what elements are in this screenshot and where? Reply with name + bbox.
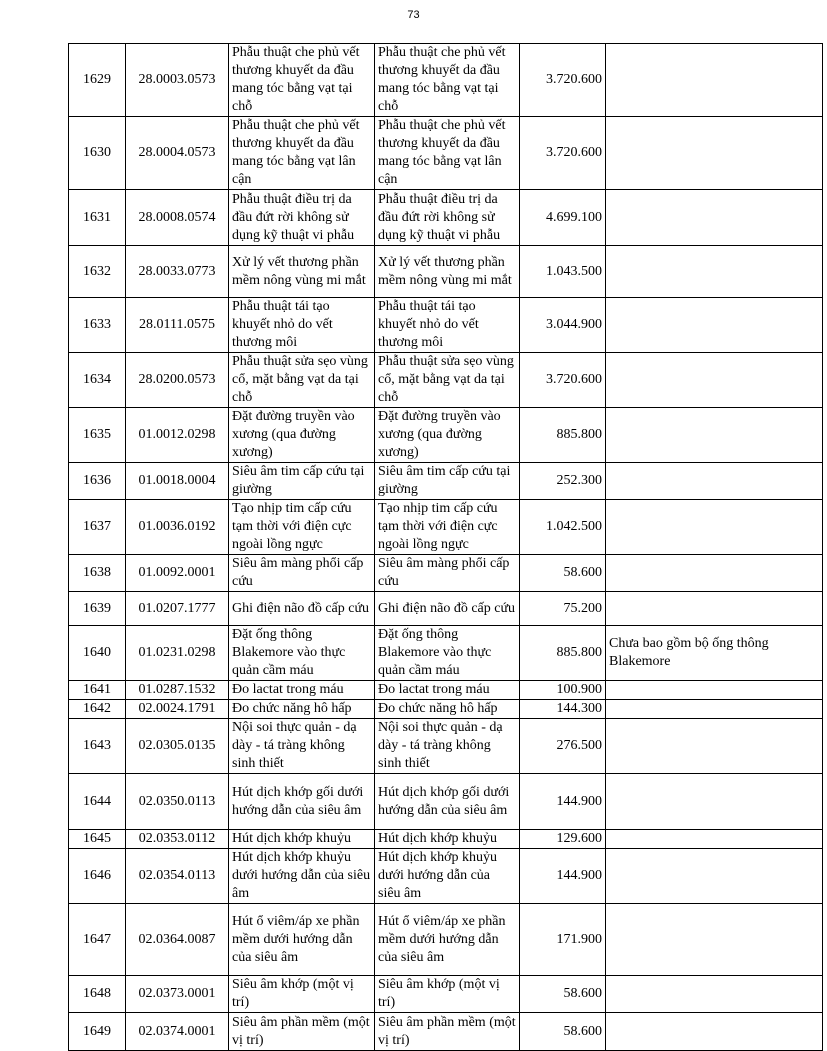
price-cell: 100.900 <box>520 681 606 700</box>
row-number-cell: 1648 <box>69 976 126 1013</box>
service-code-cell: 01.0207.1777 <box>126 592 229 626</box>
table-row <box>69 626 823 681</box>
row-number-cell: 1646 <box>69 849 126 904</box>
service-name-cell: Siêu âm màng phổi cấp cứu <box>229 555 375 592</box>
price-table-body <box>69 44 823 1051</box>
price-cell: 3.044.900 <box>520 298 606 353</box>
note-cell <box>606 976 823 1013</box>
row-number-cell: 1647 <box>69 904 126 976</box>
service-code-cell: 02.0364.0087 <box>126 904 229 976</box>
service-name-approved-cell: Hút dịch khớp gối dưới hướng dẫn của siêu âm <box>375 774 520 830</box>
service-name-approved-cell: Hút dịch khớp khuỷu <box>375 830 520 849</box>
row-number-cell: 1635 <box>69 408 126 463</box>
table-row <box>69 849 823 904</box>
table-row <box>69 117 823 190</box>
price-cell: 252.300 <box>520 463 606 500</box>
note-cell <box>606 353 823 408</box>
service-code-cell: 01.0018.0004 <box>126 463 229 500</box>
row-number-cell: 1638 <box>69 555 126 592</box>
note-cell <box>606 190 823 246</box>
service-name-cell: Hút ổ viêm/áp xe phần mềm dưới hướng dẫn của siêu âm <box>229 904 375 976</box>
service-name-approved-cell: Phẫu thuật che phủ vết thương khuyết da đầu mang tóc bằng vạt lân cận <box>375 117 520 190</box>
note-cell <box>606 298 823 353</box>
row-number-cell: 1630 <box>69 117 126 190</box>
row-number-cell: 1639 <box>69 592 126 626</box>
service-name-approved-cell: Nội soi thực quản - dạ dày - tá tràng không sinh thiết <box>375 719 520 774</box>
service-code-cell: 01.0012.0298 <box>126 408 229 463</box>
table-row <box>69 904 823 976</box>
service-name-cell: Đặt ống thông Blakemore vào thực quản cầm máu <box>229 626 375 681</box>
row-number-cell: 1645 <box>69 830 126 849</box>
table-row <box>69 44 823 117</box>
note-cell <box>606 774 823 830</box>
service-name-approved-cell: Siêu âm khớp (một vị trí) <box>375 976 520 1013</box>
service-name-cell: Phẫu thuật che phủ vết thương khuyết da đầu mang tóc bằng vạt lân cận <box>229 117 375 190</box>
service-name-cell: Phẫu thuật tái tạo khuyết nhỏ do vết thương môi <box>229 298 375 353</box>
note-cell <box>606 1013 823 1051</box>
note-cell <box>606 246 823 298</box>
row-number-cell: 1631 <box>69 190 126 246</box>
service-code-cell: 01.0287.1532 <box>126 681 229 700</box>
table-row <box>69 555 823 592</box>
price-table <box>68 43 823 1051</box>
note-cell <box>606 408 823 463</box>
note-cell <box>606 719 823 774</box>
service-code-cell: 01.0036.0192 <box>126 500 229 555</box>
service-code-cell: 02.0305.0135 <box>126 719 229 774</box>
row-number-cell: 1632 <box>69 246 126 298</box>
price-cell: 1.043.500 <box>520 246 606 298</box>
price-cell: 3.720.600 <box>520 353 606 408</box>
service-code-cell: 28.0003.0573 <box>126 44 229 117</box>
service-name-approved-cell: Đo chức năng hô hấp <box>375 700 520 719</box>
price-cell: 276.500 <box>520 719 606 774</box>
service-name-approved-cell: Hút dịch khớp khuỷu dưới hướng dẫn của siêu âm <box>375 849 520 904</box>
table-row <box>69 500 823 555</box>
service-name-approved-cell: Tạo nhịp tim cấp cứu tạm thời với điện cực ngoài lồng ngực <box>375 500 520 555</box>
price-cell: 58.600 <box>520 1013 606 1051</box>
note-cell <box>606 463 823 500</box>
row-number-cell: 1636 <box>69 463 126 500</box>
price-cell: 885.800 <box>520 626 606 681</box>
row-number-cell: 1640 <box>69 626 126 681</box>
price-cell: 144.900 <box>520 774 606 830</box>
service-name-approved-cell: Ghi điện não đồ cấp cứu <box>375 592 520 626</box>
service-code-cell: 28.0033.0773 <box>126 246 229 298</box>
service-name-cell: Đặt đường truyền vào xương (qua đường xương) <box>229 408 375 463</box>
note-cell <box>606 681 823 700</box>
note-cell <box>606 500 823 555</box>
note-cell <box>606 555 823 592</box>
row-number-cell: 1641 <box>69 681 126 700</box>
price-cell: 3.720.600 <box>520 44 606 117</box>
row-number-cell: 1643 <box>69 719 126 774</box>
price-cell: 885.800 <box>520 408 606 463</box>
row-number-cell: 1649 <box>69 1013 126 1051</box>
service-name-cell: Phẫu thuật điều trị da đầu đứt rời không sử dụng kỹ thuật vi phẫu <box>229 190 375 246</box>
service-code-cell: 28.0004.0573 <box>126 117 229 190</box>
service-code-cell: 01.0092.0001 <box>126 555 229 592</box>
service-name-cell: Siêu âm phần mềm (một vị trí) <box>229 1013 375 1051</box>
service-name-cell: Nội soi thực quản - dạ dày - tá tràng không sinh thiết <box>229 719 375 774</box>
note-cell <box>606 700 823 719</box>
row-number-cell: 1642 <box>69 700 126 719</box>
note-cell: Chưa bao gồm bộ ống thông Blakemore <box>606 626 823 681</box>
service-name-cell: Đo chức năng hô hấp <box>229 700 375 719</box>
price-cell: 3.720.600 <box>520 117 606 190</box>
service-name-approved-cell: Đặt đường truyền vào xương (qua đường xương) <box>375 408 520 463</box>
row-number-cell: 1634 <box>69 353 126 408</box>
service-name-approved-cell: Hút ổ viêm/áp xe phần mềm dưới hướng dẫn của siêu âm <box>375 904 520 976</box>
price-cell: 58.600 <box>520 976 606 1013</box>
page-number: 73 <box>407 9 420 21</box>
note-cell <box>606 849 823 904</box>
service-name-approved-cell: Siêu âm phần mềm (một vị trí) <box>375 1013 520 1051</box>
service-name-cell: Hút dịch khớp khuỷu dưới hướng dẫn của siêu âm <box>229 849 375 904</box>
price-cell: 171.900 <box>520 904 606 976</box>
price-cell: 58.600 <box>520 555 606 592</box>
table-row <box>69 774 823 830</box>
service-name-cell: Tạo nhịp tim cấp cứu tạm thời với điện cực ngoài lồng ngực <box>229 500 375 555</box>
service-name-approved-cell: Xử lý vết thương phần mềm nông vùng mi mắt <box>375 246 520 298</box>
service-code-cell: 28.0008.0574 <box>126 190 229 246</box>
note-cell <box>606 592 823 626</box>
note-cell <box>606 904 823 976</box>
service-name-cell: Siêu âm tim cấp cứu tại giường <box>229 463 375 500</box>
service-code-cell: 02.0350.0113 <box>126 774 229 830</box>
service-name-approved-cell: Siêu âm tim cấp cứu tại giường <box>375 463 520 500</box>
service-name-cell: Hút dịch khớp khuỷu <box>229 830 375 849</box>
price-cell: 4.699.100 <box>520 190 606 246</box>
row-number-cell: 1633 <box>69 298 126 353</box>
service-name-cell: Hút dịch khớp gối dưới hướng dẫn của siêu âm <box>229 774 375 830</box>
table-row <box>69 246 823 298</box>
service-code-cell: 28.0200.0573 <box>126 353 229 408</box>
price-cell: 144.900 <box>520 849 606 904</box>
service-name-cell: Phẫu thuật che phủ vết thương khuyết da đầu mang tóc bằng vạt tại chỗ <box>229 44 375 117</box>
service-code-cell: 02.0354.0113 <box>126 849 229 904</box>
row-number-cell: 1644 <box>69 774 126 830</box>
table-row <box>69 976 823 1013</box>
row-number-cell: 1629 <box>69 44 126 117</box>
service-name-approved-cell: Phẫu thuật điều trị da đầu đứt rời không sử dụng kỹ thuật vi phẫu <box>375 190 520 246</box>
service-code-cell: 02.0374.0001 <box>126 1013 229 1051</box>
note-cell <box>606 830 823 849</box>
service-name-approved-cell: Phẫu thuật tái tạo khuyết nhỏ do vết thương môi <box>375 298 520 353</box>
table-row <box>69 592 823 626</box>
table-row <box>69 298 823 353</box>
service-name-approved-cell: Đo lactat trong máu <box>375 681 520 700</box>
service-name-cell: Ghi điện não đồ cấp cứu <box>229 592 375 626</box>
service-name-cell: Siêu âm khớp (một vị trí) <box>229 976 375 1013</box>
table-row <box>69 681 823 700</box>
service-name-approved-cell: Siêu âm màng phổi cấp cứu <box>375 555 520 592</box>
price-cell: 1.042.500 <box>520 500 606 555</box>
service-name-approved-cell: Phẫu thuật sửa sẹo vùng cổ, mặt bằng vạt da tại chỗ <box>375 353 520 408</box>
service-name-cell: Phẫu thuật sửa sẹo vùng cổ, mặt bằng vạt da tại chỗ <box>229 353 375 408</box>
table-row <box>69 700 823 719</box>
price-cell: 75.200 <box>520 592 606 626</box>
service-code-cell: 01.0231.0298 <box>126 626 229 681</box>
service-name-cell: Xử lý vết thương phần mềm nông vùng mi mắt <box>229 246 375 298</box>
table-row <box>69 719 823 774</box>
service-name-approved-cell: Phẫu thuật che phủ vết thương khuyết da đầu mang tóc bằng vạt tại chỗ <box>375 44 520 117</box>
service-code-cell: 02.0373.0001 <box>126 976 229 1013</box>
service-code-cell: 02.0353.0112 <box>126 830 229 849</box>
price-cell: 129.600 <box>520 830 606 849</box>
note-cell <box>606 117 823 190</box>
service-name-cell: Đo lactat trong máu <box>229 681 375 700</box>
table-row <box>69 353 823 408</box>
table-row <box>69 1013 823 1051</box>
row-number-cell: 1637 <box>69 500 126 555</box>
note-cell <box>606 44 823 117</box>
table-row <box>69 830 823 849</box>
price-cell: 144.300 <box>520 700 606 719</box>
table-row <box>69 408 823 463</box>
service-code-cell: 02.0024.1791 <box>126 700 229 719</box>
service-name-approved-cell: Đặt ống thông Blakemore vào thực quản cầm máu <box>375 626 520 681</box>
table-row <box>69 190 823 246</box>
table-row <box>69 463 823 500</box>
service-code-cell: 28.0111.0575 <box>126 298 229 353</box>
